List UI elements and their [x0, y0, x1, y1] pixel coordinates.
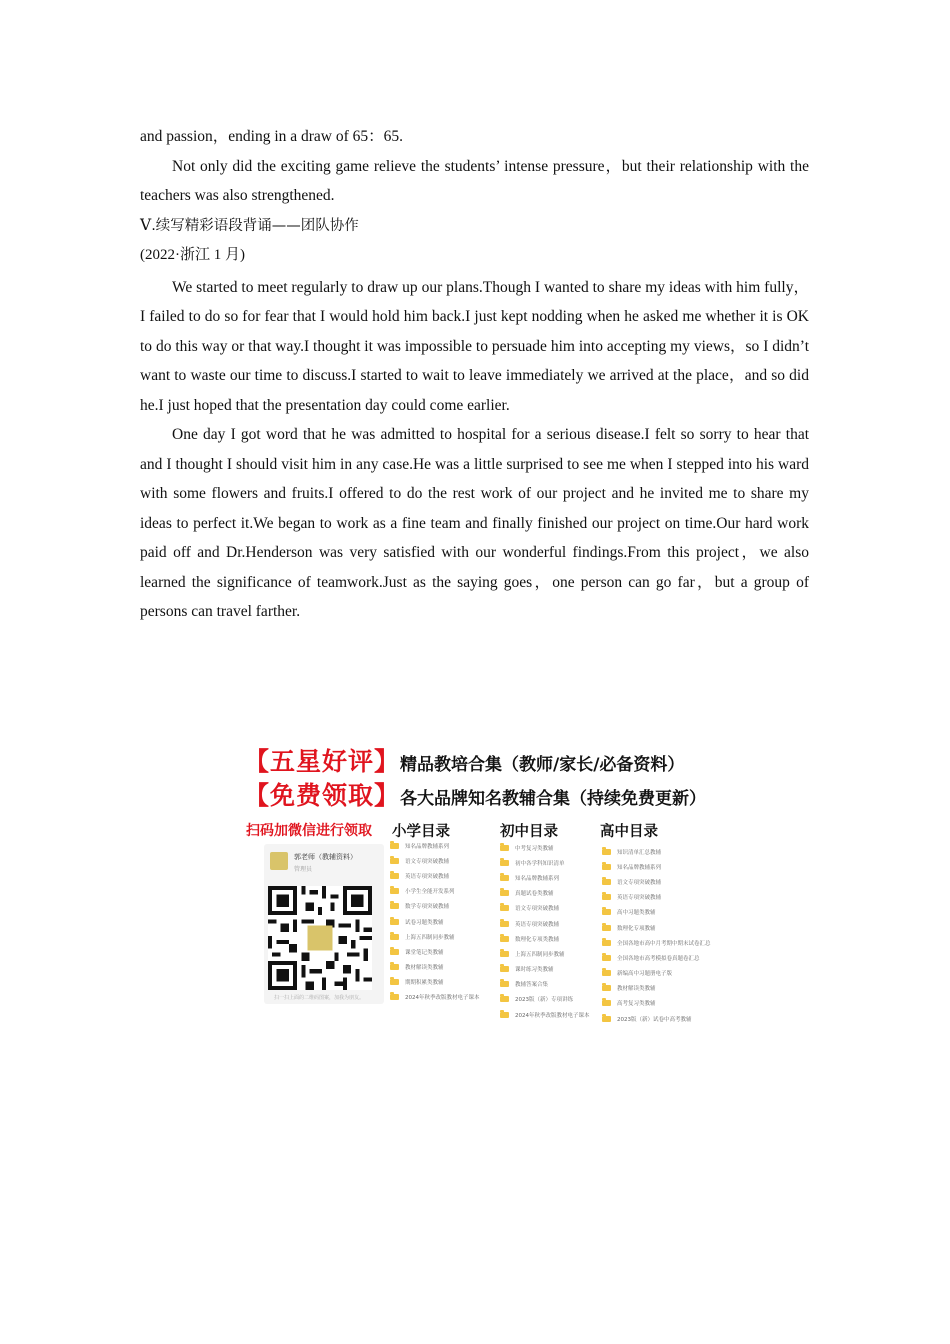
catalog-item-label: 语文专项突破教辅	[405, 858, 450, 865]
catalog-item[interactable]	[390, 899, 480, 914]
folder-icon	[500, 860, 509, 866]
folder-icon	[390, 888, 399, 894]
catalog-item[interactable]	[390, 868, 480, 883]
folder-icon	[602, 925, 611, 931]
catalog-item[interactable]	[500, 840, 590, 855]
paragraph-1: and passion，ending in a draw of 65：65.	[140, 128, 404, 145]
folder-icon	[500, 981, 509, 987]
avatar	[270, 852, 288, 870]
catalog-item[interactable]	[602, 905, 711, 920]
catalog-item-label: 期期积累类教辅	[405, 980, 444, 987]
catalog-item[interactable]	[602, 935, 711, 950]
catalog-item[interactable]	[500, 946, 590, 961]
middle-catalog-list	[500, 840, 590, 1022]
folder-icon	[602, 970, 611, 976]
primary-catalog-title: 小学目录	[392, 824, 450, 840]
middle-catalog-title: 初中目录	[500, 824, 558, 840]
catalog-item[interactable]	[390, 914, 480, 929]
catalog-item[interactable]	[500, 886, 590, 901]
catalog-item[interactable]	[500, 901, 590, 916]
catalog-item-label: 2024年秋季改版教材电子课本	[405, 995, 480, 1002]
folder-icon	[500, 890, 509, 896]
catalog-item[interactable]	[500, 931, 590, 946]
catalog-item[interactable]	[390, 975, 480, 990]
catalog-item-label: 2023版（新）专项讲练	[515, 997, 573, 1004]
catalog-item-label: 教辅答案合集	[515, 982, 549, 989]
promo-text-2: 各大品牌知名教辅合集（持续免费更新）	[400, 789, 707, 809]
catalog-item-label: 数理化专项类教辅	[515, 936, 560, 943]
folder-icon	[500, 951, 509, 957]
catalog-item-label: 全国各地市高考模拟卷真题卷汇总	[617, 955, 700, 962]
catalog-item-label: 知名品牌教辅系列	[515, 875, 560, 882]
catalog-item[interactable]	[500, 1007, 590, 1022]
qr-note: 扫一扫上面的二维码图案，加我为朋友。	[274, 995, 365, 1001]
contact-name: 郭老师（教辅资料）	[294, 853, 357, 861]
folder-icon	[390, 873, 399, 879]
catalog-item-label: 初中各学科知识清单	[515, 860, 565, 867]
folder-icon	[602, 955, 611, 961]
wechat-card	[264, 844, 384, 1004]
catalog-item[interactable]	[500, 992, 590, 1007]
catalog-item[interactable]	[602, 874, 711, 889]
catalog-item-label: 新编高中习题册电子版	[617, 971, 673, 978]
catalog-item-label: 试卷习题类教辅	[405, 919, 444, 926]
essay-paragraph-1: We started to meet regularly to draw up our plans.Though I wanted to share my ideas with him fully，I failed to do so for fear that I would hold him back.I just kept nodding when he asked me whether it is OK to do this way or that way.I thought it was impossible to persuade him into accepting my views，so I didn’t want to waste our time to discuss.I started to wait to leave immediately we arrived at the place，and so did he.I just hoped that the presentation day could come earlier.	[140, 278, 809, 414]
folder-icon	[390, 934, 399, 940]
folder-icon	[602, 985, 611, 991]
promo-bracket-2: 【免费领取】	[244, 781, 401, 810]
folder-icon	[390, 843, 399, 849]
catalog-item-label: 数学专项突破教辅	[405, 904, 450, 911]
folder-icon	[390, 858, 399, 864]
catalog-item[interactable]	[390, 884, 480, 899]
catalog-item[interactable]	[390, 944, 480, 959]
catalog-item-label: 知识清单汇总教辅	[617, 849, 662, 856]
scan-prompt: 扫码加微信进行领取	[246, 823, 372, 839]
catalog-item-label: 2023版（新）试卷中高考教辅	[617, 1016, 692, 1023]
catalog-item[interactable]	[602, 844, 711, 859]
catalog-item[interactable]	[390, 929, 480, 944]
catalog-item-label: 课堂笔记类教辅	[405, 949, 444, 956]
catalog-item-label: 语文专项突破教辅	[617, 879, 662, 886]
catalog-item-label: 高中习题类教辅	[617, 910, 656, 917]
citation: (2022·浙江 1 月)	[140, 247, 245, 263]
section-numeral: Ⅴ	[140, 216, 152, 234]
folder-icon	[390, 903, 399, 909]
promo-text-1: 精品教培合集（教师/家长/必备资料）	[400, 755, 685, 775]
catalog-item-label: 全国各地市高中月考期中期末试卷汇总	[617, 940, 711, 947]
catalog-item-label: 高考复习类教辅	[617, 1001, 656, 1008]
folder-icon	[500, 966, 509, 972]
folder-icon	[602, 1000, 611, 1006]
promo-banner	[244, 740, 711, 1023]
catalog-item-label: 小学生全能开发系列	[405, 889, 455, 896]
promo-bracket-1: 【五星好评】	[244, 747, 401, 776]
folder-icon	[500, 845, 509, 851]
catalog-item[interactable]	[602, 966, 711, 981]
catalog-item[interactable]	[500, 977, 590, 992]
folder-icon	[390, 994, 399, 1000]
high-catalog-list	[602, 844, 711, 1026]
catalog-item-label: 中考复习类教辅	[515, 845, 554, 852]
catalog-item[interactable]	[390, 853, 480, 868]
catalog-item-label: 上海五四制同步教辅	[515, 951, 565, 958]
section-title: .续写精彩语段背诵——团队协作	[151, 217, 359, 234]
folder-icon	[390, 949, 399, 955]
contact-role: 管理员	[294, 866, 313, 873]
folder-icon	[500, 936, 509, 942]
folder-icon	[390, 919, 399, 925]
catalog-item-label: 课时练习类教辅	[515, 967, 554, 974]
catalog-item-label: 知名品牌教辅系列	[617, 864, 662, 871]
paragraph-2: Not only did the exciting game relieve the students’ intense pressure，but their relationship with the teachers was also strengthened.	[140, 157, 809, 204]
folder-icon	[602, 879, 611, 885]
catalog-item[interactable]	[500, 870, 590, 885]
catalog-item[interactable]	[602, 1011, 711, 1026]
folder-icon	[500, 905, 509, 911]
catalog-item[interactable]	[500, 916, 590, 931]
catalog-item-label: 语文专项突破教辅	[515, 906, 560, 913]
catalog-item-label: 英语专项突破教辅	[617, 895, 662, 902]
primary-catalog-list	[390, 838, 480, 1005]
catalog-item-label: 教材解读类教辅	[617, 986, 656, 993]
catalog-item[interactable]	[602, 950, 711, 965]
catalog-item[interactable]	[602, 996, 711, 1011]
folder-icon	[500, 1012, 509, 1018]
folder-icon	[500, 875, 509, 881]
folder-icon	[602, 1016, 611, 1022]
catalog-item-label: 数理化专项教辅	[617, 925, 656, 932]
folder-icon	[602, 909, 611, 915]
catalog-item-label: 教材解读类教辅	[405, 965, 444, 972]
catalog-item-label: 2024年秋季改版教材电子课本	[515, 1012, 590, 1019]
section-heading	[140, 211, 809, 242]
catalog-item-label: 英语专项突破教辅	[515, 921, 560, 928]
catalog-item[interactable]	[500, 962, 590, 977]
catalog-item[interactable]	[602, 859, 711, 874]
catalog-item[interactable]	[390, 990, 480, 1005]
folder-icon	[602, 864, 611, 870]
catalog-item-label: 真题试卷类教辅	[515, 891, 554, 898]
promo-line-1	[244, 742, 684, 778]
folder-icon	[500, 996, 509, 1002]
catalog-item-label: 英语专项突破教辅	[405, 873, 450, 880]
catalog-item-label: 知名品牌教辅系列	[405, 843, 450, 850]
qr-code-icon[interactable]	[268, 886, 372, 990]
catalog-item[interactable]	[500, 855, 590, 870]
catalog-item[interactable]	[602, 920, 711, 935]
catalog-item[interactable]	[602, 981, 711, 996]
folder-icon	[500, 921, 509, 927]
catalog-item[interactable]	[602, 890, 711, 905]
folder-icon	[602, 940, 611, 946]
promo-line-2	[244, 776, 706, 812]
folder-icon	[390, 979, 399, 985]
high-catalog-title: 高中目录	[600, 824, 658, 840]
folder-icon	[390, 964, 399, 970]
catalog-item[interactable]	[390, 838, 480, 853]
catalog-item-label: 上海五四制同步教辅	[405, 934, 455, 941]
document-body	[140, 122, 809, 627]
folder-icon	[602, 849, 611, 855]
essay-paragraph-2: One day I got word that he was admitted to hospital for a serious disease.I felt so sorry to hear that and I thought I should visit him in any case.He was a little surprised to see me when I stepped into his ward with some flowers and fruits.I offered to do the rest work of our project and he invited me to share my ideas to perfect it.We began to work as a fine team and finally finished our project on time.Our hard work paid off and Dr.Henderson was very satisfied with our wonderful findings.From this project，we also learned the significance of teamwork.Just as the saying goes，one person can go far，but a group of persons can travel farther.	[140, 426, 809, 620]
folder-icon	[602, 894, 611, 900]
catalog-item[interactable]	[390, 960, 480, 975]
